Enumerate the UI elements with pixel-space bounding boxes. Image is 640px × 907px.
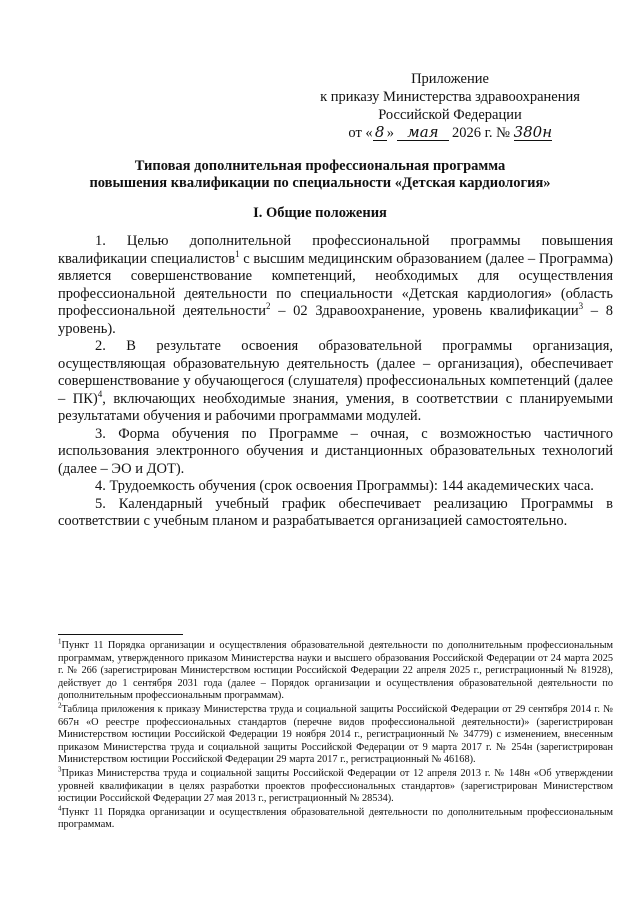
- paragraph-1: [58, 233, 613, 338]
- handwritten-day: 8: [373, 124, 387, 141]
- footnote-ref-4: 4: [97, 388, 103, 399]
- p1-text-d: – 8 уровень).: [58, 303, 613, 337]
- footnote-1: [58, 637, 613, 703]
- footnote-3-number: 3: [58, 765, 62, 774]
- p1-text-b: с высшим медицинским образованием (далее – Программа) является совершенствование компетенций, необходимых для осуществления профессиональной деятельности по специальности «Детская кардиология» (область профессиональной деятельности: [58, 250, 614, 319]
- paragraph-2: [58, 338, 613, 426]
- approval-header: [300, 70, 600, 142]
- header-appendix: Приложение: [411, 71, 489, 87]
- document-body: [58, 233, 613, 531]
- footnote-1-number: 1: [58, 637, 62, 646]
- footnotes: [58, 637, 613, 833]
- paragraph-4: 4. Трудоемкость обучения (срок освоения Программы): 144 академических часа.: [95, 478, 594, 494]
- title-line-2: повышения квалификации по специальности «Детская кардиология»: [89, 175, 551, 191]
- document-title: [40, 158, 600, 192]
- footnote-4: [58, 804, 613, 832]
- paragraph-3: 3. Форма обучения по Программе – очная, с возможностью частичного использования электронного обучения и дистанционных образовательных технологий (далее – ЭО и ДОТ).: [58, 425, 613, 477]
- footnote-2-text: Таблица приложения к приказу Министерства труда и социальной защиты Российской Федерации от 29 сентября 2014 г. № 667н «О реестре профессиональных стандартов (перечне видов профессиональной деятельности)» (зарегистрирован Министерством юстиции Российской Федерации 19 ноября 2014 г., регистрационный № 34779) с изменением, внесенным приказом Министерства труда и социальной защиты Российской Федерации от 9 марта 2017 г. № 254н (зарегистрирован Министерством юстиции Российской Федерации 29 марта 2017 г., регистрационный № 46168).: [58, 703, 613, 766]
- p1-text-c: – 02 Здравоохранение, уровень квалификации: [270, 303, 579, 319]
- title-line-1: Типовая дополнительная профессиональная программа: [134, 158, 506, 174]
- handwritten-month: мая: [397, 124, 449, 141]
- date-year: 2026 г. №: [451, 125, 510, 141]
- footnote-3: [58, 765, 613, 806]
- date-prefix: от «: [348, 125, 373, 141]
- footnote-2: [58, 701, 613, 767]
- footnote-ref-2: 2: [265, 301, 271, 312]
- header-order-of: к приказу Министерства здравоохранения: [320, 89, 580, 105]
- footnote-3-text: Приказ Министерства труда и социальной защиты Российской Федерации от 12 апреля 2013 г. № 148н «Об утверждении уровней квалификации в целях разработки проектов профессиональных стандартов» (зарегистрирован Министерством юстиции Российской Федерации 27 мая 2013 г., регистрационный № 28534).: [58, 767, 613, 805]
- footnote-ref-3: 3: [578, 301, 584, 312]
- footnote-4-number: 4: [58, 804, 62, 813]
- footnote-2-number: 2: [58, 701, 62, 710]
- paragraph-5: 5. Календарный учебный график обеспечивает реализацию Программы в соответствии с учебным планом и разрабатывается организацией самостоятельно.: [58, 495, 613, 529]
- footnote-4-text: Пункт 11 Порядка организации и осуществления образовательной деятельности по дополнительным профессиональным программам.: [58, 806, 613, 831]
- header-federation: Российской Федерации: [378, 107, 522, 123]
- footnote-ref-1: 1: [235, 248, 240, 259]
- footnote-1-text: Пункт 11 Порядка организации и осуществления образовательной деятельности по дополнительным профессиональным программам, утвержденного приказом Министерства науки и высшего образования Российской Федерации от 24 марта 2025 г. № 266 (зарегистрирован Министерством юстиции Российской Федерации 22 апреля 2025 г., регистрационный № 81928), действует до 1 сентября 2031 года (далее – Порядок организации и осуществления образовательной деятельности по дополнительным профессиональным программам).: [58, 640, 613, 702]
- p2-text-b: , включающих необходимые знания, умения, в соответствии с планируемыми результатами обучения и рабочими программами модулей.: [58, 390, 613, 424]
- footnote-separator: [58, 634, 183, 635]
- header-date-line: [300, 124, 600, 142]
- handwritten-order-number: 380н: [513, 123, 553, 141]
- p2-text-a: 2. В результате освоения образовательной программы организация, осуществляющая образовательную деятельность (далее – организация), обеспечивает совершенствование у обучающегося (слушателя) профессиональных компетенций (далее – ПК): [58, 338, 613, 407]
- section-heading: I. Общие положения: [253, 205, 387, 221]
- p1-text-a: 1. Целью дополнительной профессиональной программы повышения квалификации специалистов: [58, 233, 613, 267]
- date-separator: »: [386, 125, 394, 141]
